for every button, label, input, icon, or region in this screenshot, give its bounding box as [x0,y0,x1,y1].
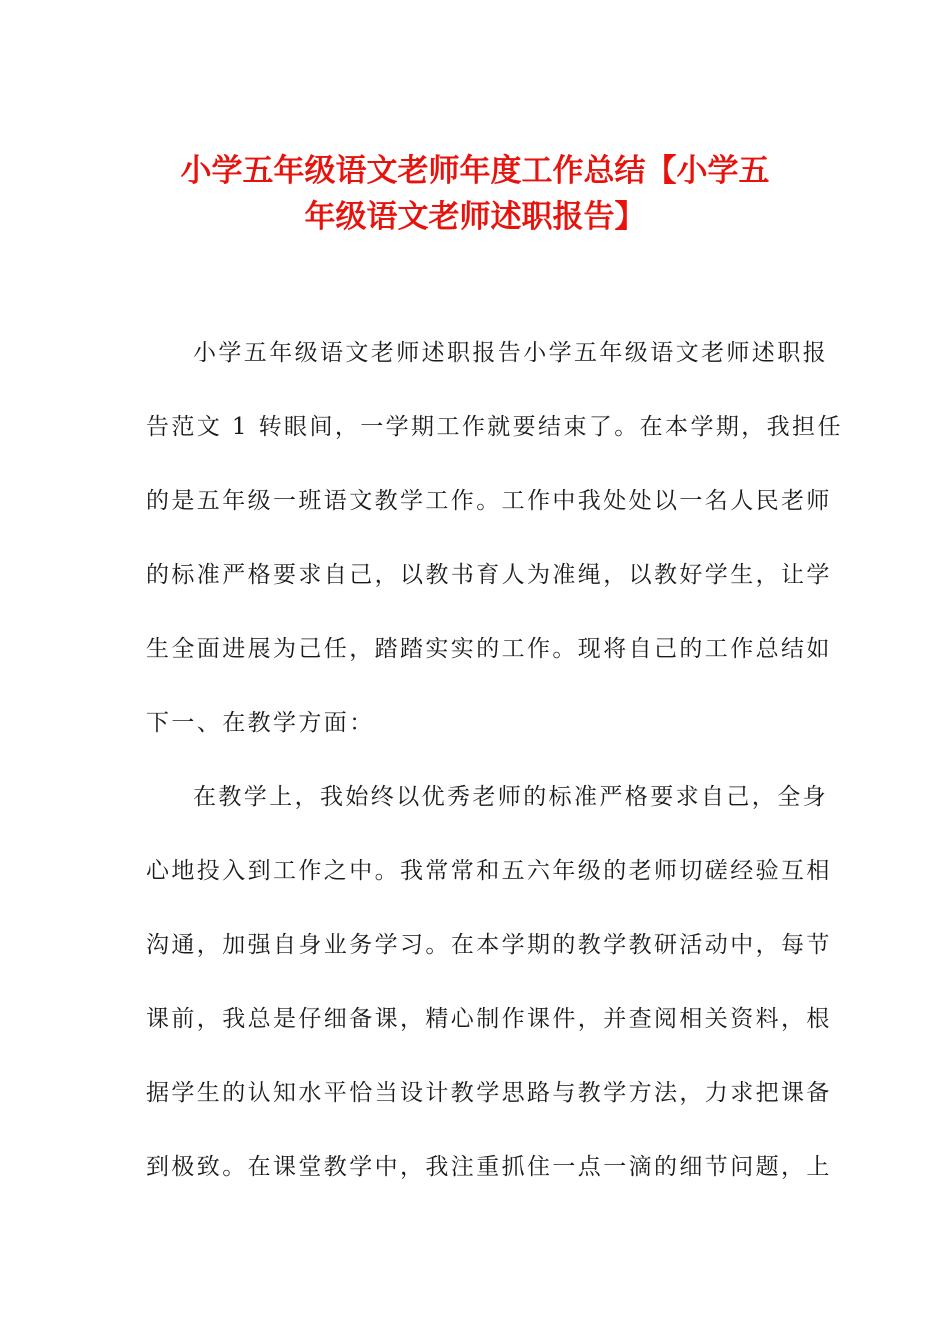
paragraph-1-line-1: 小学五年级语文老师述职报告小学五年级语文老师述职报 [193,340,828,366]
title-line-2: 年级语文老师述职报告】 [304,199,646,235]
document-body [146,328,843,1216]
paragraph-1-line-3: 的是五年级一班语文教学工作。工作中我处处以一名人民老师 [146,488,832,514]
paragraph-1-line-5: 生全面进展为己任，踏踏实实的工作。现将自己的工作总结如 [146,636,832,662]
paragraph-2-line-5: 据学生的认知水平恰当设计教学思路与教学方法，力求把课备 [146,1080,832,1106]
paragraph-2-line-1: 在教学上，我始终以优秀老师的标准严格要求自己，全身 [193,784,828,810]
title-line-1: 小学五年级语文老师年度工作总结【小学五 [180,153,770,189]
paragraph-2-line-4: 课前，我总是仔细备课，精心制作课件，并查阅相关资料，根 [146,1006,832,1032]
paragraph-1-line-6: 下一、在教学方面： [146,710,375,736]
paragraph-2-line-6: 到极致。在课堂教学中，我注重抓住一点一滴的细节问题，上 [146,1154,832,1180]
paragraph-1-line-2: 告范文 1 转眼间，一学期工作就要结束了。在本学期，我担任 [146,414,843,440]
paragraph-2-line-2: 心地投入到工作之中。我常常和五六年级的老师切磋经验互相 [146,858,832,884]
paragraph-2-line-3: 沟通，加强自身业务学习。在本学期的教学教研活动中，每节 [146,932,832,958]
document-title [140,148,810,240]
paragraph-1-line-4: 的标准严格要求自己，以教书育人为准绳，以教好学生，让学 [146,562,832,588]
